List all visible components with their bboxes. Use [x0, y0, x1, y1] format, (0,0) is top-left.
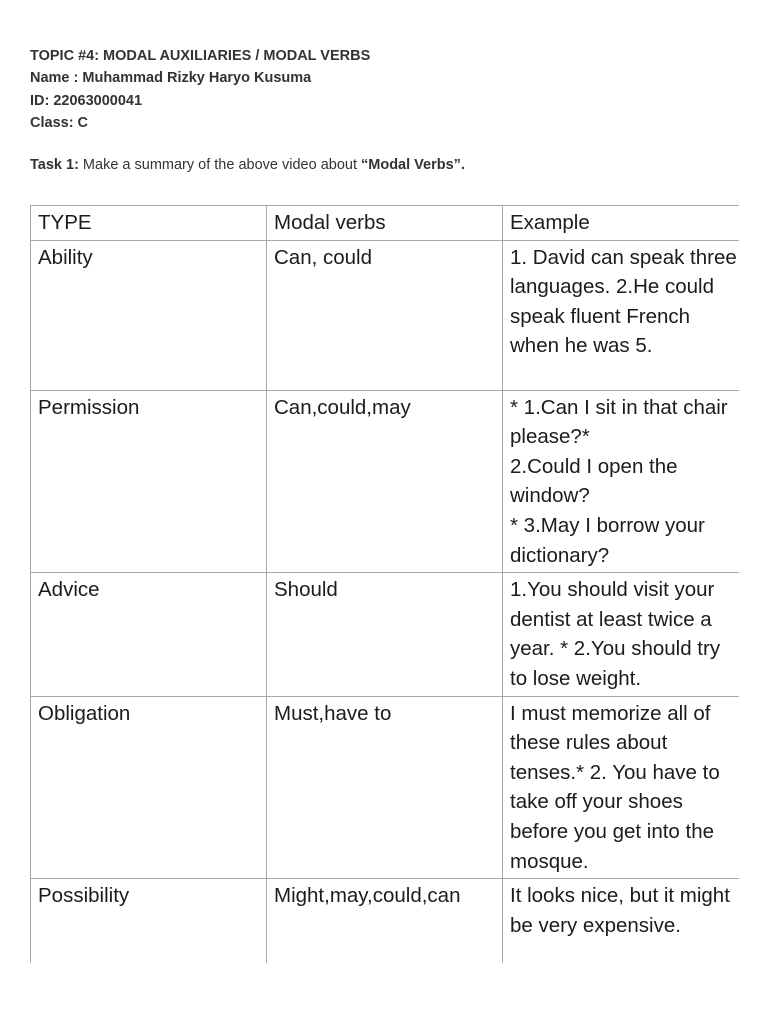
modal-verbs-cell: Can,could,may [267, 390, 503, 573]
type-cell: Ability [31, 240, 267, 390]
student-name: Name : Muhammad Rizky Haryo Kusuma [30, 70, 312, 87]
example-cell: 1. David can speak three languages. 2.He could speak fluent French when he was 5. [503, 240, 740, 390]
example-cell: It looks nice, but it might be very expensive. [503, 879, 740, 963]
table-row [31, 573, 740, 696]
modal-verbs-table-container [30, 205, 739, 963]
header-cell-example: Example [503, 206, 740, 241]
type-cell: Possibility [31, 879, 267, 963]
modal-verbs-cell: Must,have to [267, 696, 503, 879]
modal-verbs-cell: Should [267, 573, 503, 696]
type-cell: Obligation [31, 696, 267, 879]
modal-verbs-table [30, 205, 739, 963]
document-header [30, 45, 370, 134]
student-id: ID: 22063000041 [30, 92, 143, 109]
topic-title: TOPIC #4: MODAL AUXILIARIES / MODAL VERBS [30, 48, 371, 64]
modal-verbs-cell: Might,may,could,can [267, 879, 503, 963]
task-label: Task 1: [30, 157, 79, 173]
example-cell: * 1.Can I sit in that chair please?* 2.Could I open the window? * 3.May I borrow your dictionary? [503, 390, 740, 573]
header-cell-type: TYPE [31, 206, 267, 241]
table-row [31, 696, 740, 879]
table-header-row [31, 206, 740, 241]
example-cell: I must memorize all of these rules about tenses.* 2. You have to take off your shoes before you get into the mosque. [503, 696, 740, 879]
header-cell-modal-verbs: Modal verbs [267, 206, 503, 241]
task-text: Make a summary of the above video about [78, 157, 362, 173]
table-row [31, 240, 740, 390]
modal-verbs-cell: Can, could [267, 240, 503, 390]
type-cell: Permission [31, 390, 267, 573]
type-cell: Advice [31, 573, 267, 696]
student-class: Class: C [30, 114, 89, 131]
example-cell: 1.You should visit your dentist at least twice a year. * 2.You should try to lose weight. [503, 573, 740, 696]
task-instruction [30, 157, 465, 173]
table-row [31, 879, 740, 963]
table-row [31, 390, 740, 573]
task-emphasis: “Modal Verbs”. [361, 157, 465, 173]
